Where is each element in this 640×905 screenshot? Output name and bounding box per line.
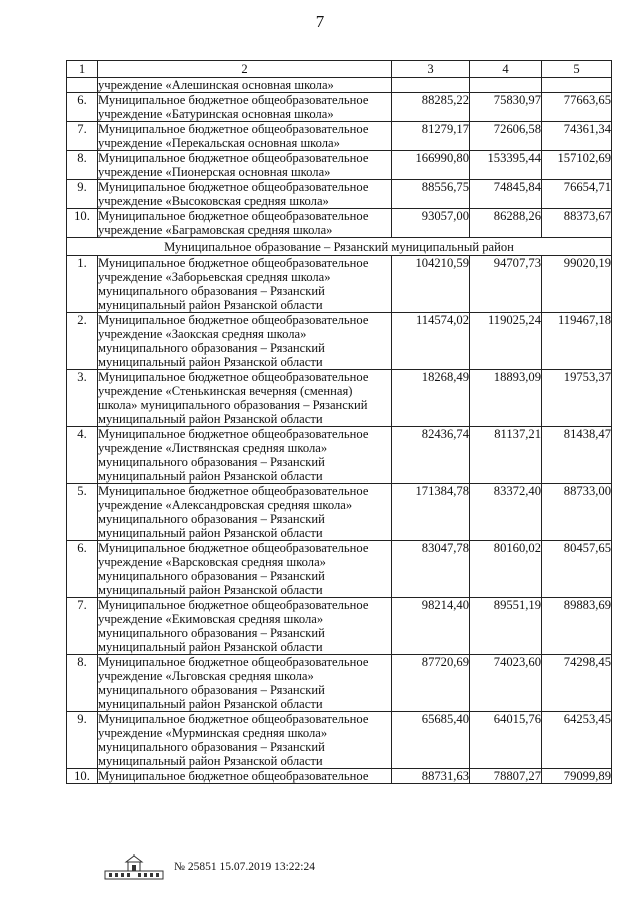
value-col-5: 77663,65 xyxy=(542,93,612,122)
institution-name-line: Муниципальное бюджетное общеобразовательное xyxy=(98,122,369,136)
institution-name-line: муниципальный район Рязанской области xyxy=(98,640,323,654)
institution-name-line: Муниципальное бюджетное общеобразовательное xyxy=(98,769,369,783)
institution-name xyxy=(98,370,392,427)
row-number: 1. xyxy=(67,256,98,313)
institution-name xyxy=(98,209,392,238)
institution-name xyxy=(98,256,392,313)
table-row xyxy=(67,209,612,238)
institution-name-line: муниципальный район Рязанской области xyxy=(98,526,323,540)
value-col-5: 74298,45 xyxy=(542,655,612,712)
value-col-3: 104210,59 xyxy=(392,256,470,313)
institution-name-line: муниципального образования – Рязанский xyxy=(98,341,325,355)
value-col-4: 18893,09 xyxy=(470,370,542,427)
header-cell: 3 xyxy=(392,61,470,78)
table-row xyxy=(67,541,612,598)
header-cell: 1 xyxy=(67,61,98,78)
institution-name-line: муниципальный район Рязанской области xyxy=(98,298,323,312)
table-row xyxy=(67,313,612,370)
row-number: 7. xyxy=(67,122,98,151)
registration-stamp-text: № 25851 15.07.2019 13:22:24 xyxy=(174,861,315,873)
institution-name-line: муниципального образования – Рязанский xyxy=(98,740,325,754)
row-number: 7. xyxy=(67,598,98,655)
value-col-5: 80457,65 xyxy=(542,541,612,598)
table-row xyxy=(67,427,612,484)
row-number: 9. xyxy=(67,712,98,769)
value-col-4: 74023,60 xyxy=(470,655,542,712)
institution-name-line: учреждение «Заборьевская средняя школа» xyxy=(98,270,331,284)
value-col-3: 65685,40 xyxy=(392,712,470,769)
value-col-3: 88556,75 xyxy=(392,180,470,209)
value-col-3: 87720,69 xyxy=(392,655,470,712)
institution-name-line: учреждение «Алешинская основная школа» xyxy=(98,78,334,92)
institution-name-line: Муниципальное бюджетное общеобразовательное xyxy=(98,541,369,555)
value-col-5: 89883,69 xyxy=(542,598,612,655)
institution-name-line: муниципального образования – Рязанский xyxy=(98,512,325,526)
value-col-4: 94707,73 xyxy=(470,256,542,313)
institution-name xyxy=(98,427,392,484)
section-title: Муниципальное образование – Рязанский муниципальный район xyxy=(67,238,612,256)
institution-name-line: муниципального образования – Рязанский xyxy=(98,455,325,469)
institution-name-line: Муниципальное бюджетное общеобразовательное xyxy=(98,151,369,165)
value-col-5: 81438,47 xyxy=(542,427,612,484)
institution-name-line: Муниципальное бюджетное общеобразовательное xyxy=(98,427,369,441)
table-row xyxy=(67,484,612,541)
institution-name-line: муниципального образования – Рязанский xyxy=(98,683,325,697)
value-col-5 xyxy=(542,78,612,93)
institution-name-line: муниципальный район Рязанской области xyxy=(98,754,323,768)
row-number: 2. xyxy=(67,313,98,370)
institution-name-line: Муниципальное бюджетное общеобразовательное xyxy=(98,180,369,194)
value-col-5: 88373,67 xyxy=(542,209,612,238)
institution-name-line: учреждение «Батуринская основная школа» xyxy=(98,107,334,121)
table-row xyxy=(67,598,612,655)
institution-name xyxy=(98,313,392,370)
institution-name-line: Муниципальное бюджетное общеобразовательное xyxy=(98,93,369,107)
institution-name-line: муниципальный район Рязанской области xyxy=(98,355,323,369)
section-row xyxy=(67,238,612,256)
institution-name xyxy=(98,484,392,541)
value-col-5: 74361,34 xyxy=(542,122,612,151)
value-col-4: 86288,26 xyxy=(470,209,542,238)
table-row xyxy=(67,655,612,712)
institution-name-line: учреждение «Мурминская средняя школа» xyxy=(98,726,328,740)
institution-name-line: учреждение «Баграмовская средняя школа» xyxy=(98,223,333,237)
institution-name-line: Муниципальное бюджетное общеобразовательное xyxy=(98,655,369,669)
table-row xyxy=(67,370,612,427)
value-col-3: 98214,40 xyxy=(392,598,470,655)
institution-name-line: учреждение «Александровская средняя школа» xyxy=(98,498,353,512)
value-col-4: 153395,44 xyxy=(470,151,542,180)
institution-name-line: учреждение «Листвянская средняя школа» xyxy=(98,441,328,455)
row-number: 10. xyxy=(67,769,98,784)
row-number: 4. xyxy=(67,427,98,484)
value-col-5: 76654,71 xyxy=(542,180,612,209)
institution-name-line: учреждение «Стенькинская вечерняя (сменная) xyxy=(98,384,353,398)
institution-name-line: Муниципальное бюджетное общеобразовательное xyxy=(98,598,369,612)
value-col-5: 119467,18 xyxy=(542,313,612,370)
institution-name-line: муниципальный район Рязанской области xyxy=(98,412,323,426)
institution-name-line: учреждение «Екимовская средняя школа» xyxy=(98,612,324,626)
table-row xyxy=(67,712,612,769)
table-row xyxy=(67,151,612,180)
value-col-3: 171384,78 xyxy=(392,484,470,541)
page-number: 7 xyxy=(315,12,325,31)
value-col-4: 64015,76 xyxy=(470,712,542,769)
institution-name-line: учреждение «Заокская средняя школа» xyxy=(98,327,307,341)
value-col-3: 81279,17 xyxy=(392,122,470,151)
value-col-4: 89551,19 xyxy=(470,598,542,655)
table-header-row xyxy=(67,61,612,78)
institution-name xyxy=(98,712,392,769)
institution-name-line: Муниципальное бюджетное общеобразовательное xyxy=(98,313,369,327)
table-row xyxy=(67,78,612,93)
value-col-5: 19753,37 xyxy=(542,370,612,427)
row-number: 6. xyxy=(67,93,98,122)
institution-name-line: учреждение «Перекальская основная школа» xyxy=(98,136,340,150)
institution-name-line: Муниципальное бюджетное общеобразовательное xyxy=(98,209,369,223)
header-cell: 5 xyxy=(542,61,612,78)
institution-name-line: учреждение «Варсковская средняя школа» xyxy=(98,555,326,569)
institution-name-line: Муниципальное бюджетное общеобразовательное xyxy=(98,370,369,384)
row-number: 8. xyxy=(67,655,98,712)
row-number: 6. xyxy=(67,541,98,598)
value-col-4: 80160,02 xyxy=(470,541,542,598)
value-col-4: 83372,40 xyxy=(470,484,542,541)
value-col-3: 114574,02 xyxy=(392,313,470,370)
institution-name xyxy=(98,78,392,93)
institution-name xyxy=(98,180,392,209)
value-col-4: 74845,84 xyxy=(470,180,542,209)
institution-name-line: школа» муниципального образования – Рязанский xyxy=(98,398,368,412)
institution-name-line: учреждение «Пионерская основная школа» xyxy=(98,165,331,179)
institution-name xyxy=(98,769,392,784)
value-col-3: 88731,63 xyxy=(392,769,470,784)
institution-name-line: муниципальный район Рязанской области xyxy=(98,469,323,483)
table-row xyxy=(67,180,612,209)
value-col-4: 78807,27 xyxy=(470,769,542,784)
value-col-5: 64253,45 xyxy=(542,712,612,769)
value-col-4: 75830,97 xyxy=(470,93,542,122)
institution-name xyxy=(98,541,392,598)
institution-name-line: Муниципальное бюджетное общеобразовательное xyxy=(98,484,369,498)
institution-name xyxy=(98,151,392,180)
institution-name-line: Муниципальное бюджетное общеобразовательное xyxy=(98,712,369,726)
value-col-4: 72606,58 xyxy=(470,122,542,151)
value-col-4 xyxy=(470,78,542,93)
institution-name-line: муниципального образования – Рязанский xyxy=(98,284,325,298)
budget-table xyxy=(66,60,612,784)
institution-name-line: Муниципальное бюджетное общеобразовательное xyxy=(98,256,369,270)
value-col-5: 79099,89 xyxy=(542,769,612,784)
institution-name-line: учреждение «Льговская средняя школа» xyxy=(98,669,314,683)
row-number: 8. xyxy=(67,151,98,180)
value-col-3: 18268,49 xyxy=(392,370,470,427)
institution-name-line: муниципальный район Рязанской области xyxy=(98,697,323,711)
row-number xyxy=(67,78,98,93)
row-number: 3. xyxy=(67,370,98,427)
table-row xyxy=(67,769,612,784)
value-col-5: 88733,00 xyxy=(542,484,612,541)
row-number: 9. xyxy=(67,180,98,209)
table-row xyxy=(67,122,612,151)
institution-name xyxy=(98,598,392,655)
institution-name-line: муниципального образования – Рязанский xyxy=(98,569,325,583)
value-col-3: 82436,74 xyxy=(392,427,470,484)
header-cell: 4 xyxy=(470,61,542,78)
institution-name-line: муниципального образования – Рязанский xyxy=(98,626,325,640)
institution-name-line: муниципальный район Рязанской области xyxy=(98,583,323,597)
table-row xyxy=(67,256,612,313)
value-col-4: 119025,24 xyxy=(470,313,542,370)
value-col-3 xyxy=(392,78,470,93)
value-col-3: 93057,00 xyxy=(392,209,470,238)
value-col-3: 166990,80 xyxy=(392,151,470,180)
value-col-3: 88285,22 xyxy=(392,93,470,122)
government-building-icon xyxy=(104,854,164,880)
table-row xyxy=(67,93,612,122)
document-footer xyxy=(104,854,315,880)
row-number: 5. xyxy=(67,484,98,541)
value-col-3: 83047,78 xyxy=(392,541,470,598)
institution-name xyxy=(98,93,392,122)
institution-name-line: учреждение «Высоковская средняя школа» xyxy=(98,194,329,208)
row-number: 10. xyxy=(67,209,98,238)
institution-name xyxy=(98,122,392,151)
value-col-5: 157102,69 xyxy=(542,151,612,180)
header-cell: 2 xyxy=(98,61,392,78)
value-col-5: 99020,19 xyxy=(542,256,612,313)
institution-name xyxy=(98,655,392,712)
value-col-4: 81137,21 xyxy=(470,427,542,484)
